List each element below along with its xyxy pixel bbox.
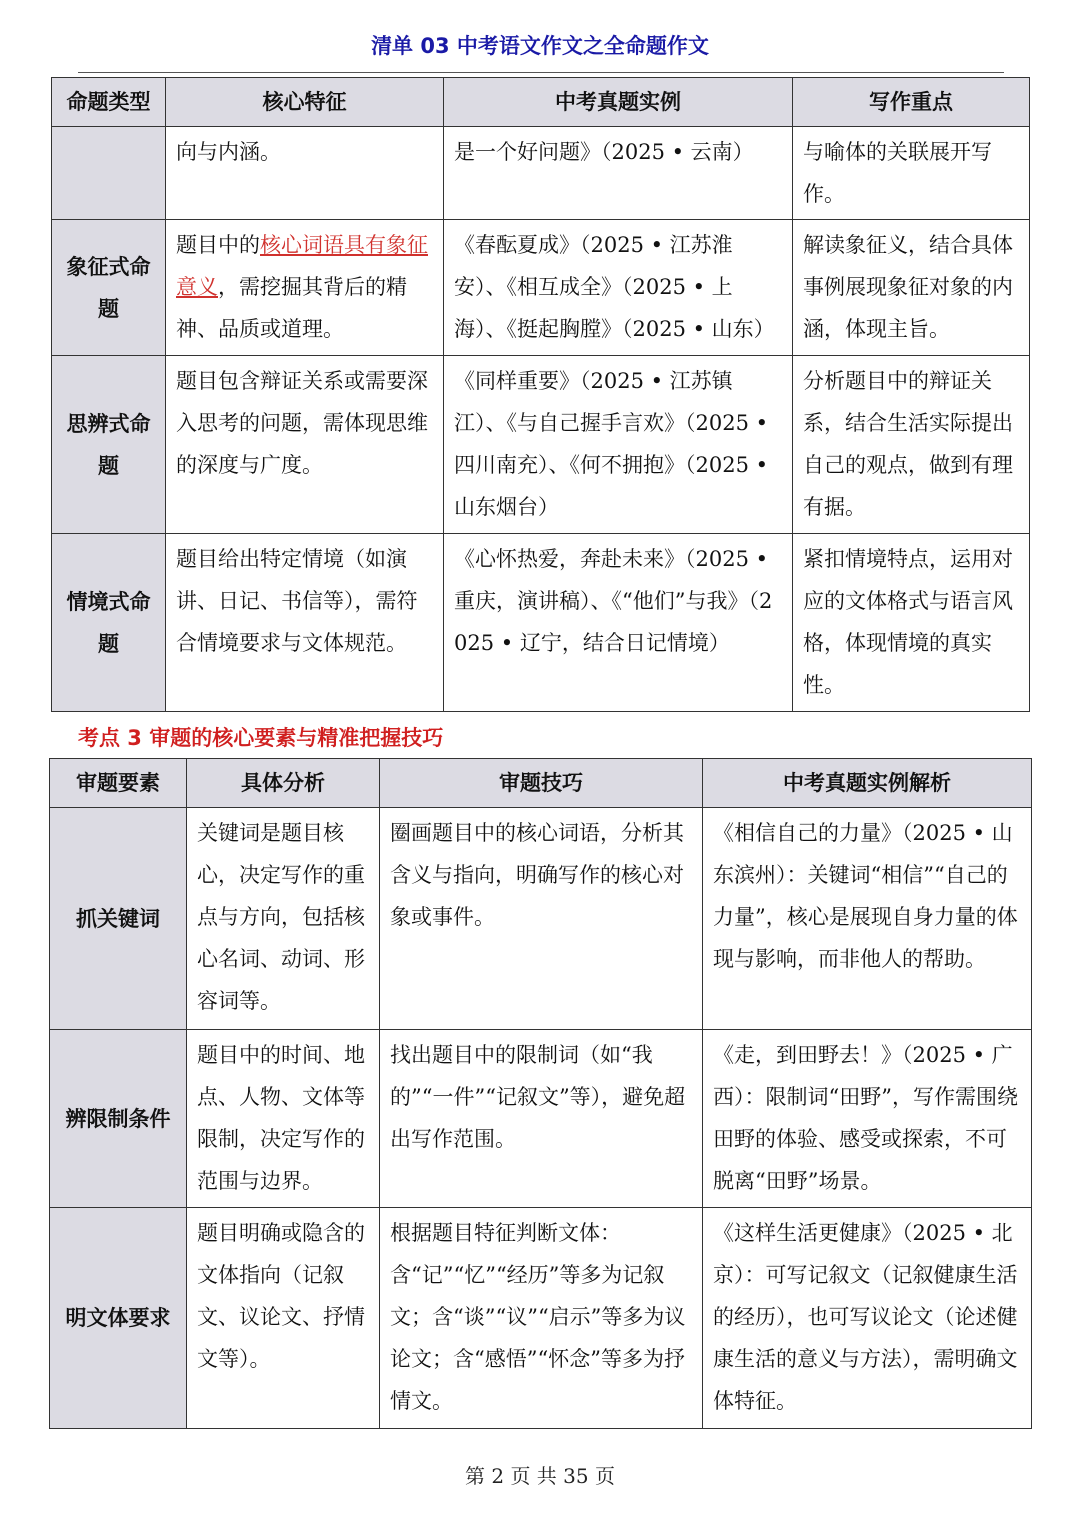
row-header-cell: 辨限制条件 (50, 1030, 187, 1208)
column-header: 审题技巧 (380, 759, 703, 808)
review-elements-table (49, 758, 1032, 1429)
cell-text: ，需挖掘其背后的精神、品质或道理。 (176, 275, 407, 341)
header-divider (78, 72, 1004, 73)
table-cell: 圈画题目中的核心词语，分析其含义与指向，明确写作的核心对象或事件。 (380, 808, 703, 1030)
table-cell: 《春酝夏成》（2025 • 江苏淮安）、《相互成全》（2025 • 上海）、《挺起胸膛》（2025 • 山东） (444, 220, 793, 356)
table-cell: 题目中的时间、地点、人物、文体等限制，决定写作的范围与边界。 (187, 1030, 380, 1208)
page-number: 第 2 页 共 35 页 (465, 1464, 615, 1488)
table-cell: 分析题目中的辩证关系，结合生活实际提出自己的观点，做到有理有据。 (793, 356, 1030, 534)
table-row (50, 808, 1032, 1030)
table-row (52, 534, 1030, 712)
table-cell: 找出题目中的限制词（如“我的”“一件”“记叙文”等），避免超出写作范围。 (380, 1030, 703, 1208)
table-cell: 《这样生活更健康》（2025 • 北京）：可写记叙文（记叙健康生活的经历），也可写议论文（论述健康生活的意义与方法），需明确文体特征。 (703, 1208, 1032, 1429)
table-row (50, 1030, 1032, 1208)
table-row (50, 1208, 1032, 1429)
table-cell: 《相信自己的力量》（2025 • 山东滨州）：关键词“相信”“自己的力量”，核心是展现自身力量的体现与影响，而非他人的帮助。 (703, 808, 1032, 1030)
table-header-row (52, 78, 1030, 127)
table-row (52, 220, 1030, 356)
table-row (52, 127, 1030, 220)
column-header: 命题类型 (52, 78, 166, 127)
table-cell: 向与内涵。 (166, 127, 444, 220)
table-cell: 《走，到田野去！》（2025 • 广西）：限制词“田野”，写作需围绕田野的体验、感受或探索，不可脱离“田野”场景。 (703, 1030, 1032, 1208)
table-cell: 与喻体的关联展开写作。 (793, 127, 1030, 220)
column-header: 中考真题实例 (444, 78, 793, 127)
section-heading: 考点 3 审题的核心要素与精准把握技巧 (78, 726, 444, 750)
table-row (52, 356, 1030, 534)
row-header-cell: 象征式命题 (52, 220, 166, 356)
table-cell: 题目给出特定情境（如演讲、日记、书信等），需符合情境要求与文体规范。 (166, 534, 444, 712)
table-cell: 紧扣情境特点，运用对应的文体格式与语言风格，体现情境的真实性。 (793, 534, 1030, 712)
proposition-types-table (51, 77, 1030, 712)
table-cell: 根据题目特征判断文体：含“记”“忆”“经历”等多为记叙文；含“谈”“议”“启示”等多为议论文；含“感悟”“怀念”等多为抒情文。 (380, 1208, 703, 1429)
page-header-title: 清单 03 中考语文作文之全命题作文 (371, 34, 709, 58)
column-header: 审题要素 (50, 759, 187, 808)
column-header: 具体分析 (187, 759, 380, 808)
row-header-cell: 抓关键词 (50, 808, 187, 1030)
row-header-cell: 明文体要求 (50, 1208, 187, 1429)
table-cell: 《心怀热爱，奔赴未来》（2025 • 重庆，演讲稿）、《“他们”与我》（2025 • 辽宁，结合日记情境） (444, 534, 793, 712)
table-cell: 是一个好问题》（2025 • 云南） (444, 127, 793, 220)
column-header: 核心特征 (166, 78, 444, 127)
row-header-cell: 情境式命题 (52, 534, 166, 712)
table-cell (166, 220, 444, 356)
table-cell: 《同样重要》（2025 • 江苏镇江）、《与自己握手言欢》（2025 • 四川南充）、《何不拥抱》（2025 • 山东烟台） (444, 356, 793, 534)
row-header-cell (52, 127, 166, 220)
highlighted-keyword: 核心词语具有象征意义 (176, 233, 428, 299)
table-header-row (50, 759, 1032, 808)
row-header-cell: 思辨式命题 (52, 356, 166, 534)
table-cell: 关键词是题目核心，决定写作的重点与方向，包括核心名词、动词、形容词等。 (187, 808, 380, 1030)
column-header: 写作重点 (793, 78, 1030, 127)
column-header: 中考真题实例解析 (703, 759, 1032, 808)
table-cell: 解读象征义，结合具体事例展现象征对象的内涵，体现主旨。 (793, 220, 1030, 356)
table-cell: 题目包含辩证关系或需要深入思考的问题，需体现思维的深度与广度。 (166, 356, 444, 534)
cell-text: 题目中的 (176, 233, 260, 257)
table-cell: 题目明确或隐含的文体指向（记叙文、议论文、抒情文等）。 (187, 1208, 380, 1429)
